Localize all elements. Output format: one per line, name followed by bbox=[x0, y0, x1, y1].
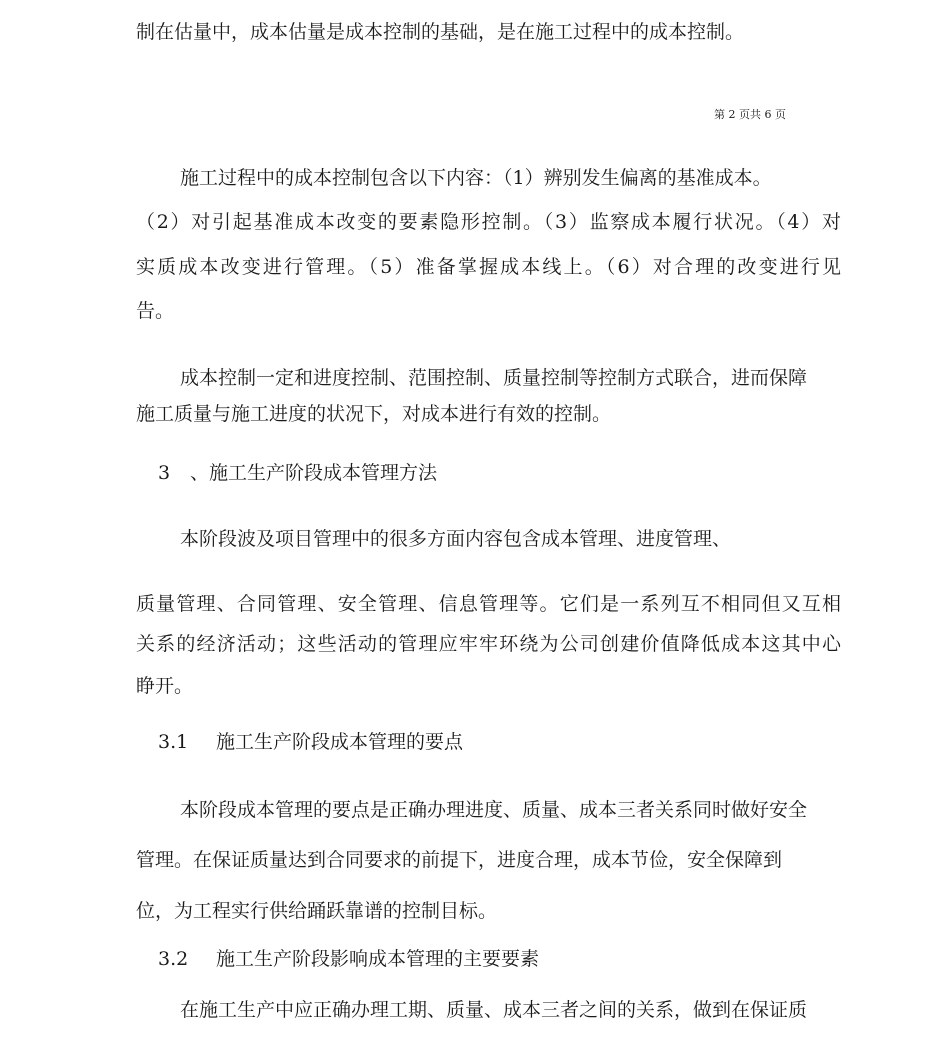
paragraph-line: 质量管理、合同管理、安全管理、信息管理等。它们是一系列互不相同但又互相 bbox=[136, 593, 841, 615]
section-heading: 施工生产阶段成本管理的要点 bbox=[216, 731, 464, 753]
paragraph-line: 位，为工程实行供给踊跃靠谱的控制目标。 bbox=[136, 900, 498, 922]
section-heading-number: 3 bbox=[158, 462, 171, 484]
paragraph-line: 管理。在保证质量达到合同要求的前提下，进度合理，成本节俭，安全保障到 bbox=[136, 849, 783, 871]
paragraph-line: 成本控制一定和进度控制、范围控制、质量控制等控制方式联合，进而保障 bbox=[180, 367, 808, 389]
page-number: 第 2 页共 6 页 bbox=[714, 108, 786, 121]
paragraph-line: 告。 bbox=[136, 300, 175, 322]
section-heading: 、施工生产阶段成本管理方法 bbox=[190, 462, 438, 484]
paragraph-line: 施工过程中的成本控制包含以下内容：（1）辨别发生偏离的基准成本。 bbox=[180, 167, 772, 189]
paragraph-line: 实质成本改变进行管理。（5）准备掌握成本线上。（6）对合理的改变进行见 bbox=[136, 256, 841, 278]
paragraph-line: 关系的经济活动；这些活动的管理应牢牢环绕为公司创建价值降低成本这其中心 bbox=[136, 633, 841, 655]
paragraph-line: 施工质量与施工进度的状况下，对成本进行有效的控制。 bbox=[136, 403, 612, 425]
paragraph-line: 本阶段成本管理的要点是正确办理进度、质量、成本三者关系同时做好安全 bbox=[180, 799, 808, 821]
paragraph-line: （2）对引起基准成本改变的要素隐形控制。（3）监察成本履行状况。（4）对 bbox=[136, 211, 841, 233]
paragraph-line: 本阶段波及项目管理中的很多方面内容包含成本管理、进度管理、 bbox=[180, 528, 732, 550]
section-heading: 施工生产阶段影响成本管理的主要要素 bbox=[216, 948, 540, 970]
paragraph-line: 在施工生产中应正确办理工期、质量、成本三者之间的关系，做到在保证质 bbox=[180, 999, 808, 1021]
section-heading-number: 3.2 bbox=[158, 948, 189, 970]
paragraph-line: 睁开。 bbox=[136, 675, 194, 697]
paragraph-line: 制在估量中，成本估量是成本控制的基础，是在施工过程中的成本控制。 bbox=[136, 21, 745, 43]
section-heading-number: 3.1 bbox=[158, 731, 189, 753]
